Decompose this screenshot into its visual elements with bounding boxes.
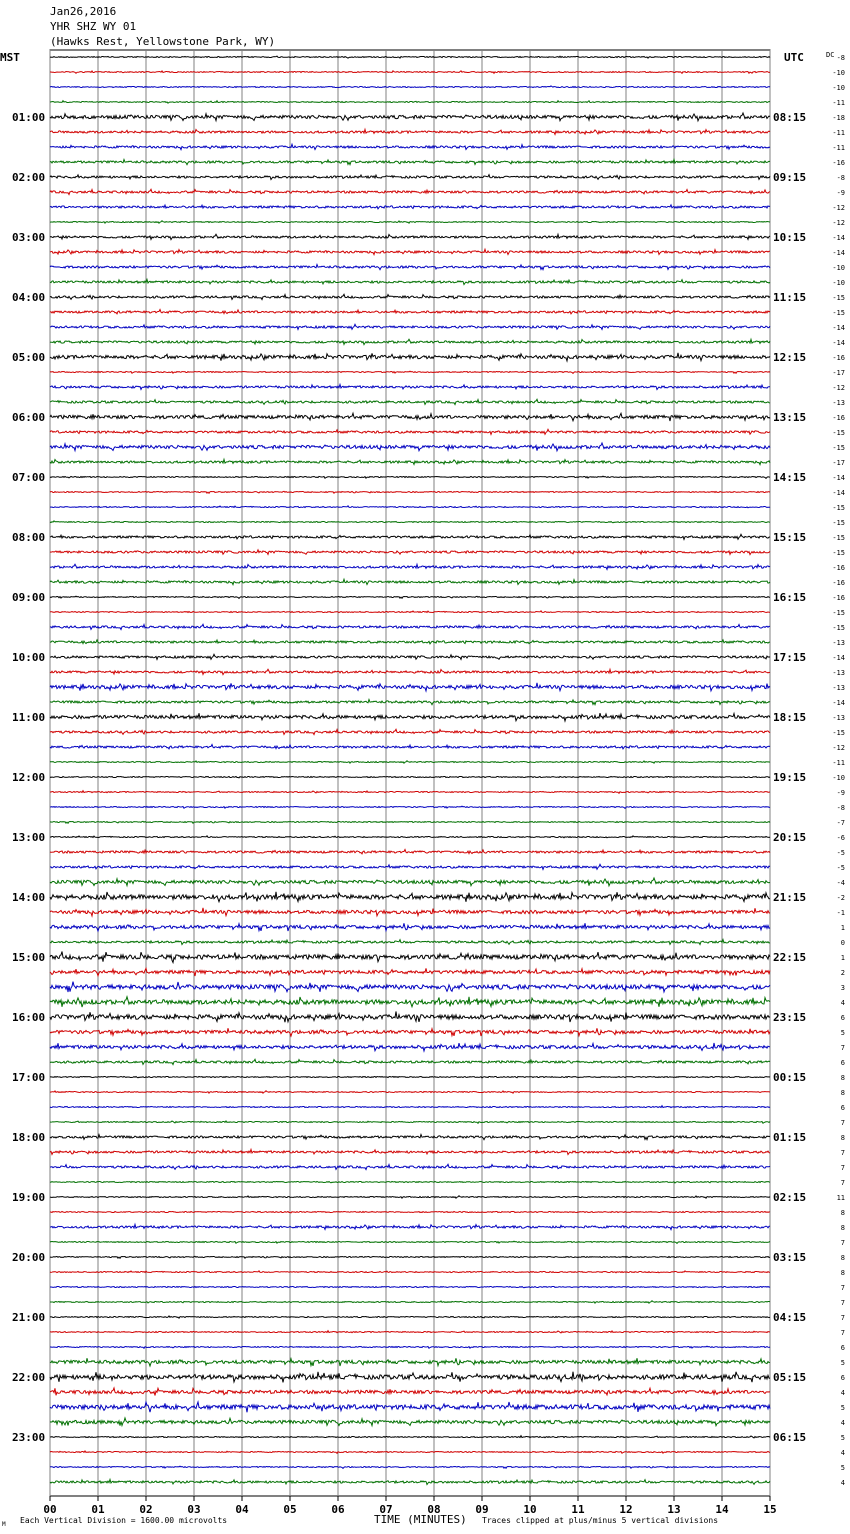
footer-mark: M: [2, 1521, 6, 1528]
seismic-trace: [50, 1372, 770, 1383]
dc-offset-label: -18: [832, 114, 845, 122]
dc-offset-label: 8: [840, 1134, 845, 1142]
seismic-trace: [50, 1106, 770, 1108]
dc-offset-label: 7: [840, 1284, 845, 1292]
seismic-trace: [50, 700, 770, 705]
dc-offset-label: -15: [832, 519, 845, 527]
seismic-trace: [50, 1028, 770, 1036]
dc-offset-label: 7: [840, 1239, 845, 1247]
dc-offset-label: 8: [840, 1269, 845, 1277]
dc-offset-label: -12: [832, 219, 845, 227]
mst-hour-labels: [12, 111, 45, 1444]
seismic-trace: [50, 353, 770, 361]
dc-offset-label: -15: [832, 624, 845, 632]
seismic-trace: [50, 534, 770, 539]
seismic-trace: [50, 175, 770, 180]
seismic-trace: [50, 1059, 770, 1064]
mst-hour-label: 08:00: [12, 531, 46, 544]
utc-hour-label: 14:15: [773, 471, 807, 484]
x-tick-label: 10: [523, 1503, 537, 1516]
dc-offset-label: -6: [836, 834, 845, 842]
x-tick-label: 06: [331, 1503, 345, 1516]
seismic-trace: [50, 850, 770, 854]
utc-hour-label: 21:15: [773, 891, 807, 904]
seismic-trace: [50, 129, 770, 134]
dc-offset-label: -2: [836, 894, 845, 902]
dc-offset-label: -10: [832, 69, 845, 77]
dc-offset-label: 7: [840, 1164, 845, 1172]
dc-offset-label: -10: [832, 774, 845, 782]
utc-hour-label: 22:15: [773, 951, 807, 964]
seismic-trace: [50, 113, 770, 121]
dc-offset-label: -11: [832, 129, 845, 137]
seismic-trace: [50, 806, 770, 808]
dc-offset-label: -14: [832, 249, 845, 257]
seismic-trace: [50, 892, 770, 902]
dc-offset-label: -5: [836, 864, 845, 872]
dc-offset-label: -15: [832, 609, 845, 617]
dc-offset-label: -12: [832, 204, 845, 212]
utc-hour-label: 20:15: [773, 831, 807, 844]
seismic-trace: [50, 791, 770, 794]
seismic-trace: [50, 443, 770, 451]
seismic-trace: [50, 1241, 770, 1243]
clip-note: Traces clipped at plus/minus 5 vertical divisions: [482, 1516, 719, 1525]
mst-hour-label: 23:00: [12, 1431, 46, 1444]
utc-hour-label: 19:15: [773, 771, 807, 784]
mst-hour-label: 07:00: [12, 471, 46, 484]
seismic-trace: [50, 294, 770, 299]
seismic-trace: [50, 86, 770, 88]
seismic-trace: [50, 144, 770, 149]
mst-hour-label: 11:00: [12, 711, 46, 724]
dc-offset-label: 4: [840, 1419, 845, 1427]
dc-offset-label: -14: [832, 654, 845, 662]
dc-offset-label: 5: [840, 1359, 845, 1367]
seismic-trace: [50, 1388, 770, 1396]
dc-offset-label: -1: [836, 909, 845, 917]
dc-offset-label: 8: [840, 1089, 845, 1097]
dc-offset-label: -14: [832, 489, 845, 497]
seismic-trace: [50, 205, 770, 209]
seismic-trace: [50, 908, 770, 916]
seismic-trace: [50, 745, 770, 749]
seismic-trace: [50, 761, 770, 764]
dc-offset-label: -11: [832, 99, 845, 107]
seismic-trace: [50, 1135, 770, 1140]
seismic-trace: [50, 821, 770, 823]
seismic-trace: [50, 878, 770, 886]
utc-hour-label: 11:15: [773, 291, 807, 304]
dc-offset-label: 7: [840, 1119, 845, 1127]
seismic-trace: [50, 1121, 770, 1123]
x-tick-label: 00: [43, 1503, 57, 1516]
dc-offset-label: -13: [832, 399, 845, 407]
seismic-trace: [50, 1091, 770, 1094]
dc-offset-label: -13: [832, 639, 845, 647]
utc-hour-label: 09:15: [773, 171, 807, 184]
seismic-trace: [50, 669, 770, 674]
seismic-trace: [50, 1316, 770, 1318]
utc-hour-label: 15:15: [773, 531, 807, 544]
x-tick-label: 12: [619, 1503, 633, 1516]
seismic-trace: [50, 1043, 770, 1051]
seismic-trace: [50, 579, 770, 584]
seismic-trace: [50, 1012, 770, 1023]
dc-offset-label: -15: [832, 294, 845, 302]
utc-hour-label: 02:15: [773, 1191, 807, 1204]
seismic-trace: [50, 611, 770, 613]
utc-hour-label: 16:15: [773, 591, 807, 604]
seismic-trace: [50, 952, 770, 963]
mst-hour-label: 18:00: [12, 1131, 46, 1144]
mst-hour-label: 14:00: [12, 891, 46, 904]
mst-hour-label: 15:00: [12, 951, 46, 964]
x-tick-label: 01: [91, 1503, 105, 1516]
x-tick-label: 09: [475, 1503, 489, 1516]
dc-offset-label: 5: [840, 1434, 845, 1442]
seismic-trace: [50, 624, 770, 629]
mst-hour-label: 21:00: [12, 1311, 46, 1324]
dc-offset-label: -7: [836, 819, 845, 827]
dc-offset-label: -14: [832, 699, 845, 707]
dc-offset-label: -15: [832, 309, 845, 317]
x-tick-label: 02: [139, 1503, 153, 1516]
dc-offset-label: -15: [832, 534, 845, 542]
seismic-trace: [50, 683, 770, 691]
dc-offset-label: 7: [840, 1314, 845, 1322]
utc-axis-label: UTC: [784, 51, 804, 64]
seismic-trace: [50, 836, 770, 838]
dc-offset-label: -8: [836, 54, 845, 62]
mst-axis-label: MST: [0, 51, 20, 64]
utc-hour-label: 08:15: [773, 111, 807, 124]
dc-offset-label: -16: [832, 354, 845, 362]
dc-offset-label: 7: [840, 1329, 845, 1337]
dc-offset-label: -16: [832, 414, 845, 422]
x-tick-label: 11: [571, 1503, 585, 1516]
dc-offset-label: 8: [840, 1224, 845, 1232]
dc-offset-label: -16: [832, 159, 845, 167]
mst-hour-label: 03:00: [12, 231, 46, 244]
dc-offset-label: -8: [836, 174, 845, 182]
seismic-trace: [50, 550, 770, 555]
utc-hour-label: 23:15: [773, 1011, 807, 1024]
dc-offset-label: -14: [832, 234, 845, 242]
dc-offset-label: -11: [832, 759, 845, 767]
utc-hour-label: 06:15: [773, 1431, 807, 1444]
seismic-trace: [50, 1480, 770, 1485]
dc-offset-label: 7: [840, 1299, 845, 1307]
dc-offset-label: 6: [840, 1344, 845, 1352]
seismic-trace: [50, 476, 770, 478]
seismic-trace: [50, 101, 770, 104]
seismic-trace: [50, 189, 770, 194]
seismic-trace: [50, 982, 770, 992]
seismic-trace: [50, 923, 770, 931]
seismic-trace: [50, 1271, 770, 1273]
seismic-trace: [50, 940, 770, 945]
seismic-trace: [50, 399, 770, 404]
dc-offset-label: -14: [832, 324, 845, 332]
dc-offset-label: 4: [840, 1479, 845, 1487]
dc-offset-label: -17: [832, 369, 845, 377]
seismic-trace: [50, 221, 770, 224]
x-tick-label: 15: [763, 1503, 777, 1516]
dc-offset-label: 7: [840, 1044, 845, 1052]
dc-offset-label: -15: [832, 429, 845, 437]
seismic-trace: [50, 1418, 770, 1426]
chart-date: Jan26,2016: [50, 5, 117, 18]
scale-note: Each Vertical Division = 1600.00 microvolts: [20, 1516, 228, 1525]
mst-hour-label: 12:00: [12, 771, 46, 784]
dc-offset-label: -15: [832, 504, 845, 512]
station-code: YHR SHZ WY 01: [50, 20, 137, 33]
dc-header-label: DC: [826, 51, 835, 59]
seismic-trace: [50, 564, 770, 569]
dc-offset-label: -5: [836, 849, 845, 857]
seismic-trace: [50, 596, 770, 598]
dc-offset-label: -13: [832, 669, 845, 677]
seismic-trace: [50, 1287, 770, 1288]
dc-offset-label: 6: [840, 1014, 845, 1022]
dc-offset-label: -9: [836, 789, 845, 797]
seismic-trace: [50, 713, 770, 721]
mst-hour-label: 01:00: [12, 111, 46, 124]
dc-offset-label: -12: [832, 384, 845, 392]
dc-offset-label: -16: [832, 579, 845, 587]
seismic-trace: [50, 1164, 770, 1169]
seismic-trace: [50, 640, 770, 644]
dc-offset-label: 5: [840, 1029, 845, 1037]
dc-offset-label: -12: [832, 744, 845, 752]
seismic-trace: [50, 371, 770, 373]
seismic-trace: [50, 729, 770, 734]
dc-offset-label: 7: [840, 1149, 845, 1157]
dc-offset-label: 5: [840, 1404, 845, 1412]
x-tick-label: 14: [715, 1503, 729, 1516]
dc-offset-label: 6: [840, 1374, 845, 1382]
utc-hour-label: 01:15: [773, 1131, 807, 1144]
dc-offset-label: 5: [840, 1464, 845, 1472]
utc-hour-label: 05:15: [773, 1371, 807, 1384]
dc-offset-label: -13: [832, 714, 845, 722]
seismic-trace: [50, 1451, 770, 1453]
dc-offset-label: -9: [836, 189, 845, 197]
seismic-trace: [50, 521, 770, 523]
dc-offset-label: -15: [832, 549, 845, 557]
seismic-trace: [50, 1150, 770, 1155]
seismic-trace: [50, 1436, 770, 1438]
seismic-trace: [50, 968, 770, 976]
seismic-trace: [50, 1224, 770, 1229]
station-location: (Hawks Rest, Yellowstone Park, WY): [50, 35, 276, 48]
seismic-trace: [50, 249, 770, 254]
utc-hour-label: 17:15: [773, 651, 807, 664]
mst-hour-label: 09:00: [12, 591, 46, 604]
utc-hour-label: 03:15: [773, 1251, 807, 1264]
x-tick-label: 13: [667, 1503, 681, 1516]
dc-offset-label: 7: [840, 1179, 845, 1187]
mst-hour-label: 13:00: [12, 831, 46, 844]
utc-hour-label: 13:15: [773, 411, 807, 424]
dc-offset-label: 3: [840, 984, 845, 992]
seismic-trace: [50, 160, 770, 165]
x-axis-title: TIME (MINUTES): [374, 1513, 467, 1526]
seismic-trace: [50, 1077, 770, 1078]
dc-offset-label: -17: [832, 459, 845, 467]
seismic-trace: [50, 234, 770, 239]
utc-hour-label: 00:15: [773, 1071, 807, 1084]
mst-hour-label: 17:00: [12, 1071, 46, 1084]
dc-offset-label: 8: [840, 1074, 845, 1082]
seismic-traces: [50, 56, 770, 1484]
seismic-trace: [50, 654, 770, 659]
seismic-trace: [50, 1196, 770, 1199]
x-tick-label: 07: [379, 1503, 393, 1516]
dc-offset-label: -10: [832, 279, 845, 287]
seismic-trace: [50, 429, 770, 434]
seismic-trace: [50, 1358, 770, 1366]
dc-offset-label: -10: [832, 84, 845, 92]
seismic-trace: [50, 385, 770, 390]
utc-hour-label: 18:15: [773, 711, 807, 724]
utc-hour-label: 10:15: [773, 231, 807, 244]
seismic-trace: [50, 997, 770, 1007]
seismic-trace: [50, 413, 770, 421]
seismic-trace: [50, 71, 770, 74]
seismic-trace: [50, 1182, 770, 1183]
dc-offset-label: 11: [836, 1194, 845, 1202]
mst-hour-label: 10:00: [12, 651, 46, 664]
utc-hour-label: 04:15: [773, 1311, 807, 1324]
x-tick-label: 08: [427, 1503, 441, 1516]
seismic-trace: [50, 506, 770, 508]
dc-offset-label: -16: [832, 594, 845, 602]
mst-hour-label: 06:00: [12, 411, 46, 424]
seismic-trace: [50, 1212, 770, 1213]
dc-offset-label: -4: [836, 879, 845, 887]
seismic-trace: [50, 1301, 770, 1304]
dc-offset-labels: [832, 54, 845, 1487]
seismic-trace: [50, 491, 770, 493]
dc-offset-label: -8: [836, 804, 845, 812]
seismic-trace: [50, 777, 770, 778]
dc-offset-label: -11: [832, 144, 845, 152]
dc-offset-label: -13: [832, 684, 845, 692]
mst-hour-label: 19:00: [12, 1191, 46, 1204]
utc-hour-labels: [773, 111, 806, 1444]
mst-hour-label: 04:00: [12, 291, 46, 304]
dc-offset-label: 8: [840, 1209, 845, 1217]
dc-offset-label: -10: [832, 264, 845, 272]
seismic-trace: [50, 56, 770, 58]
x-tick-label: 03: [187, 1503, 201, 1516]
seismic-trace: [50, 459, 770, 464]
dc-offset-label: 0: [840, 939, 845, 947]
mst-hour-label: 02:00: [12, 171, 46, 184]
x-tick-label: 04: [235, 1503, 249, 1516]
dc-offset-label: 4: [840, 1389, 845, 1397]
dc-offset-label: -15: [832, 729, 845, 737]
seismic-trace: [50, 864, 770, 869]
seismic-trace: [50, 1402, 770, 1412]
seismic-trace: [50, 1331, 770, 1333]
mst-hour-label: 05:00: [12, 351, 46, 364]
dc-offset-label: 4: [840, 999, 845, 1007]
x-tick-label: 05: [283, 1503, 297, 1516]
seismic-trace: [50, 339, 770, 344]
seismic-trace: [50, 310, 770, 314]
dc-offset-label: 6: [840, 1059, 845, 1067]
dc-offset-label: 8: [840, 1254, 845, 1262]
dc-offset-label: 1: [840, 924, 845, 932]
mst-hour-label: 16:00: [12, 1011, 46, 1024]
mst-hour-label: 20:00: [12, 1251, 46, 1264]
utc-hour-label: 12:15: [773, 351, 807, 364]
dc-offset-label: -14: [832, 474, 845, 482]
dc-offset-label: -14: [832, 339, 845, 347]
seismic-trace: [50, 1346, 770, 1348]
seismic-trace: [50, 265, 770, 270]
dc-offset-label: -16: [832, 564, 845, 572]
dc-offset-label: -15: [832, 444, 845, 452]
mst-hour-label: 22:00: [12, 1371, 46, 1384]
seismic-trace: [50, 280, 770, 285]
dc-offset-label: 4: [840, 1449, 845, 1457]
dc-offset-label: 6: [840, 1104, 845, 1112]
seismic-trace: [50, 1466, 770, 1468]
dc-offset-label: 2: [840, 969, 845, 977]
seismic-trace: [50, 324, 770, 329]
seismic-trace: [50, 1256, 770, 1258]
dc-offset-label: 1: [840, 954, 845, 962]
